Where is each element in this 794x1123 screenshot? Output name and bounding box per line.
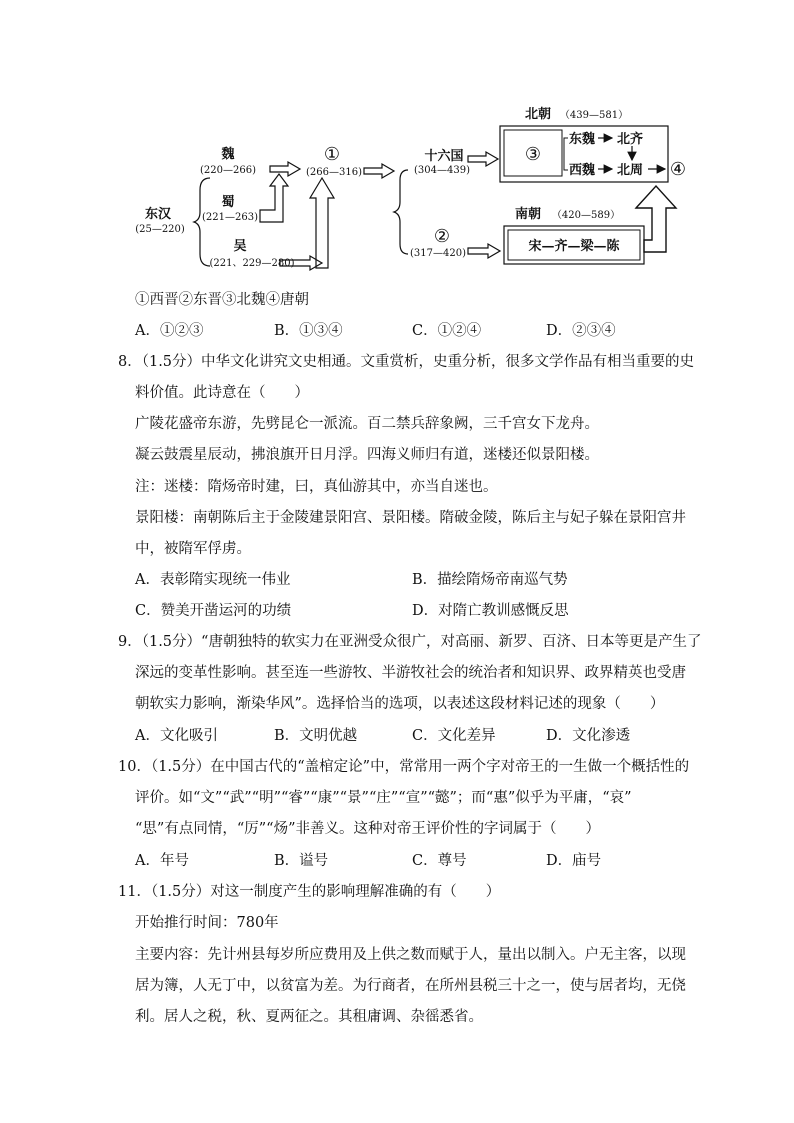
beizhou-label: 北周	[616, 163, 644, 178]
dongwei-label: 东魏	[568, 132, 596, 147]
q11-content-line1: 主要内容：先计州县每岁所应费用及上供之数而赋于人，量出以制入。户无主客，以现	[135, 947, 686, 963]
shu-years: (221—263)	[202, 212, 258, 223]
q8-option-c[interactable]: C．赞美开凿运河的功绩	[135, 603, 292, 619]
wei-label: 魏	[221, 147, 235, 162]
q8-option-d[interactable]: D．对隋亡教训感慨反思	[412, 603, 569, 619]
nanchao-label: 南朝	[514, 207, 542, 222]
shu-to-node1-arrow	[260, 174, 288, 222]
q11-content-line3: 利。居人之税，秋、夏两征之。其租庸调、杂徭悉省。	[135, 1009, 483, 1025]
q7-option-c[interactable]: C．①②④	[412, 323, 482, 339]
wei-to-node1-arrow	[270, 162, 300, 176]
q8-note-line3: 中，被隋军俘虏。	[135, 541, 251, 557]
wei-years: (220—266)	[200, 165, 256, 176]
donghan-label: 东汉	[144, 207, 172, 222]
q9-stem-line3: 朝软实力影响，渐染华风”。选择恰当的选项，以表述这段材料记述的现象（ ）	[135, 696, 665, 712]
q9-option-d[interactable]: D．文化渗透	[546, 728, 631, 744]
node4-mark: ④	[669, 159, 687, 180]
q10-option-d[interactable]: D．庙号	[546, 853, 602, 869]
nanchao-years: （420—589）	[551, 210, 621, 221]
q10-option-a[interactable]: A．年号	[135, 853, 189, 869]
q7-option-b[interactable]: B．①③④	[274, 323, 343, 339]
beichao-years: （439—581）	[559, 110, 629, 121]
q7-option-d[interactable]: D．②③④	[546, 323, 616, 339]
xiwei-label: 西魏	[568, 163, 596, 178]
dynasty-flow-diagram	[120, 100, 700, 285]
sixteen-to-north-arrow	[468, 152, 498, 166]
beichao-label: 北朝	[524, 107, 552, 122]
q9-option-b[interactable]: B．文明优越	[274, 728, 358, 744]
q8-poem-line1: 广陵花盛帝东游，先劈昆仑一派流。百二禁兵辞象阙，三千宫女下龙舟。	[135, 416, 599, 432]
q8-stem-line2: 料价值。此诗意在（ ）	[135, 385, 309, 401]
q8-option-b[interactable]: B．描绘隋炀帝南巡气势	[412, 572, 568, 588]
donghan-years: (25—220)	[135, 224, 185, 235]
nanchao-to-node4-arrow	[636, 186, 676, 252]
q10-stem-line3: “思”有点同情，“厉”“炀”非善义。这种对帝王评价性的字词属于（ ）	[135, 821, 600, 837]
node2-mark: ②	[433, 226, 451, 247]
q11-content-line2: 居为簿，人无丁中，以贫富为差。为行商者，在所州县税三十之一，使与居者均，无侥	[135, 978, 686, 994]
q9-option-a[interactable]: A．文化吸引	[135, 728, 218, 744]
beiqi-label: 北齐	[616, 132, 644, 147]
q7-option-a[interactable]: A．①②③	[135, 323, 204, 339]
beichao-split-bracket	[564, 138, 568, 170]
q8-note-line1: 注：迷楼：隋炀帝时建，曰，真仙游其中，亦当自迷也。	[135, 479, 498, 495]
q8-note-line2: 景阳楼：南朝陈后主于金陵建景阳宫、景阳楼。隋破金陵，陈后主与妃子躲在景阳宫井	[135, 510, 686, 526]
q10-option-c[interactable]: C．尊号	[412, 853, 467, 869]
node1-to-split-arrow	[364, 164, 394, 178]
q9-stem-line1: 9．（1.5分）“唐朝独特的软实力在亚洲受众很广，对高丽、新罗、百济、日本等更是产生了	[118, 634, 702, 650]
sixteen-kingdoms-label: 十六国	[424, 149, 464, 164]
q8-option-a[interactable]: A．表彰隋实现统一伟业	[135, 572, 291, 588]
q10-stem-line1: 10．（1.5分）在中国古代的“盖棺定论”中，常常用一两个字对帝王的一生做一个概括性的	[118, 759, 690, 775]
wu-to-node1-arrow	[310, 178, 334, 268]
q8-stem-line1: 8．（1.5分）中华文化讲究文史相通。文重赏析，史重分析，很多文学作品有相当重要的史	[118, 354, 695, 370]
wu-years: (221、229—280)	[209, 258, 295, 269]
q11-stem: 11．（1.5分）对这一制度产生的影响理解准确的有（ ）	[118, 884, 501, 900]
shu-label: 蜀	[221, 195, 235, 210]
q9-stem-line2: 深远的变革性影响。甚至连一些游牧、半游牧社会的统治者和知识界、政界精英也受唐	[135, 665, 686, 681]
node1-mark: ①	[323, 144, 341, 165]
wu-label: 吴	[233, 239, 247, 254]
q7-legend: ①西晋②东晋③北魏④唐朝	[135, 292, 309, 308]
q8-poem-line2: 凝云鼓震星辰动，拂浪旗开日月浮。四海义师归有道，迷楼还似景阳楼。	[135, 447, 599, 463]
node2-to-south-arrow	[468, 244, 500, 258]
node3-mark: ③	[524, 144, 542, 165]
node1-years: (266—316)	[306, 167, 362, 178]
q11-start-time: 开始推行时间：780年	[135, 915, 279, 931]
split-brace	[394, 170, 408, 254]
nanchao-dynasties: 宋—齐—梁—陈	[528, 239, 620, 254]
q9-option-c[interactable]: C．文化差异	[412, 728, 496, 744]
q10-option-b[interactable]: B．谥号	[274, 853, 329, 869]
node2-years: (317—420)	[410, 248, 466, 259]
sixteen-kingdoms-years: (304—439)	[414, 165, 470, 176]
q10-stem-line2: 评价。如“文”“武”“明”“睿”“康”“景”“庄”“宣”“懿”；而“惠”似乎为平庸，“哀”	[135, 790, 632, 806]
